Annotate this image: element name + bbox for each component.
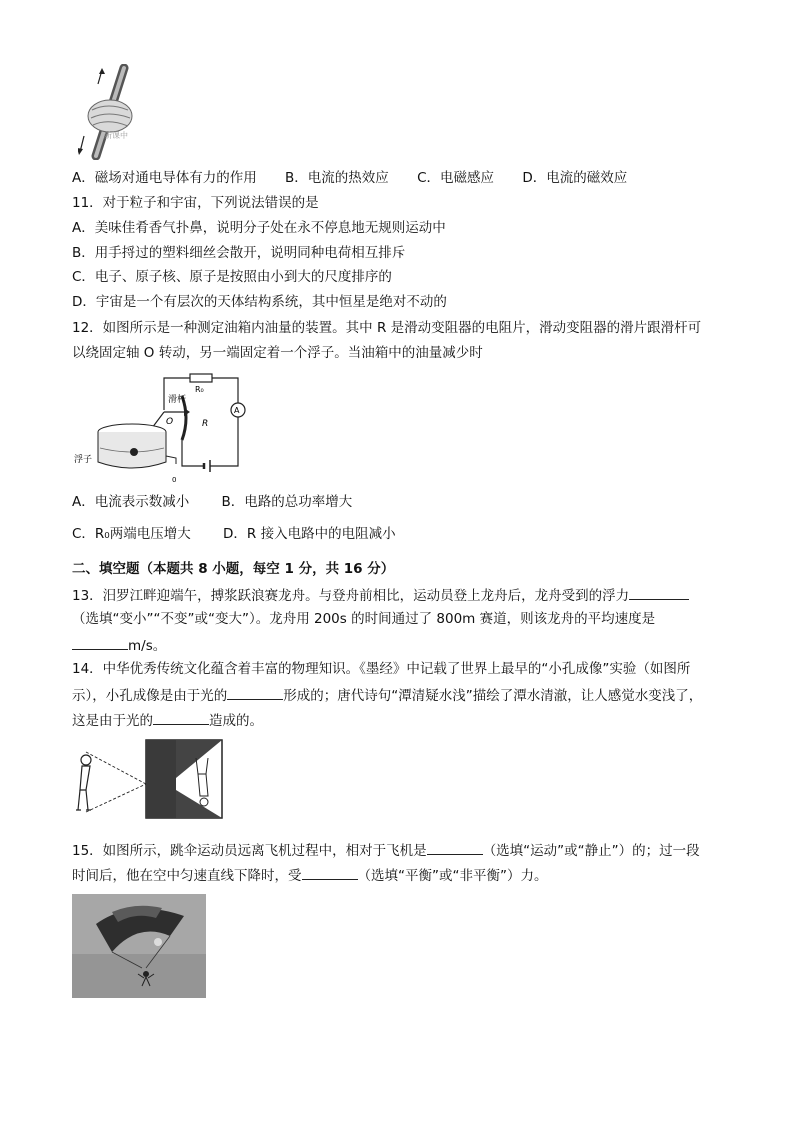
q15-figure <box>72 894 206 998</box>
q12-option-c[interactable]: C．R₀两端电压增大 <box>72 526 191 542</box>
q15-blank2[interactable] <box>302 865 358 880</box>
q14-text3a: 这是由于光的 <box>72 713 153 729</box>
resistor-r0 <box>190 374 212 382</box>
q12-option-a[interactable]: A．电流表示数减小 <box>72 494 190 510</box>
q12-option-d[interactable]: D．R 接入电路中的电阻减小 <box>223 526 396 542</box>
q13-line2: （选填“变小”“不变”或“变大”）。龙舟用 200s 的时间通过了 800m 赛道，则该龙舟的平均速度是 <box>72 611 656 627</box>
q10-figure <box>78 64 140 160</box>
q15-line1 <box>72 840 700 860</box>
q14-text2b: 形成的；唐代诗句“潭清疑水浅”描绘了潭水清澈，让人感觉水变浅了， <box>283 688 703 704</box>
label-huagan: 滑杆 <box>168 395 187 405</box>
q12-options-row1 <box>72 493 352 511</box>
q12-options-row2 <box>72 525 396 543</box>
float-icon <box>130 448 138 456</box>
label-a: A <box>234 406 240 415</box>
q13-text1: 13．汨罗江畔迎端午，搏浆跃浪赛龙舟。与登舟前相比，运动员登上龙舟后，龙舟受到的浮力 <box>72 588 630 604</box>
q14-text2a: 示），小孔成像是由于光的 <box>72 688 228 704</box>
q13-line1 <box>72 585 689 605</box>
q10-option-c[interactable]: C．电磁感应 <box>417 170 495 186</box>
person-icon <box>81 755 91 765</box>
q14-figure <box>72 738 224 820</box>
q15-text1a: 15．如图所示，跳伞运动员远离飞机过程中，相对于飞机是 <box>72 843 427 859</box>
q11-option-c[interactable]: C．电子、原子核、原子是按照由小到大的尺度排序的 <box>72 269 392 285</box>
q10-options <box>72 169 651 187</box>
q15-line2 <box>72 865 547 885</box>
label-zero: 0 <box>172 476 177 484</box>
q15-blank1[interactable] <box>427 840 483 855</box>
label-o: O <box>166 417 174 427</box>
q15-text2b: （选填“平衡”或“非平衡”）力。 <box>357 868 548 884</box>
q12-stem-line1: 12．如图所示是一种测定油箱内油量的装置。其中 R 是滑动变阻器的电阻片，滑动变阻器的滑片跟滑杆可 <box>72 320 702 336</box>
q13-line3 <box>72 635 166 655</box>
q15-text2a: 时间后，他在空中匀速直线下降时，受 <box>72 868 302 884</box>
q14-line3 <box>72 710 263 730</box>
q12-figure <box>72 366 252 486</box>
q14-line2 <box>72 685 702 705</box>
inverted-image-icon <box>200 798 208 806</box>
q12-option-b[interactable]: B．电路的总功率增大 <box>221 494 353 510</box>
q14-blank1[interactable] <box>227 685 283 700</box>
q10-option-b[interactable]: B．电流的热效应 <box>285 170 389 186</box>
q14-line1: 14．中华优秀传统文化蕴含着丰富的物理知识。《墨经》中记载了世界上最早的“小孔成像”实验（如图所 <box>72 661 691 677</box>
q12-stem-line2: 以绕固定轴 O 转动，另一端固定着一个浮子。当油箱中的油量减少时 <box>72 345 483 361</box>
q14-blank2[interactable] <box>153 710 209 725</box>
q10-option-a[interactable]: A．磁场对通电导体有力的作用 <box>72 170 257 186</box>
q11-option-d[interactable]: D．宇宙是一个有层次的天体结构系统，其中恒星是绝对不动的 <box>72 294 447 310</box>
q11-option-b[interactable]: B．用手捋过的塑料细丝会散开，说明同种电荷相互排斥 <box>72 245 406 261</box>
section-title: 二、填空题（本题共 8 小题，每空 1 分，共 16 分） <box>72 561 395 577</box>
q15-text1b: （选填“运动”或“静止”）的；过一段 <box>482 843 700 859</box>
q13-blank2[interactable] <box>72 635 128 650</box>
q10-option-d[interactable]: D．电流的磁效应 <box>522 170 628 186</box>
q11-option-a[interactable]: A．美味佳肴香气扑鼻，说明分子处在永不停息地无规则运动中 <box>72 220 446 236</box>
label-fuzi: 浮子 <box>74 455 93 465</box>
hand-gripping-wire-icon <box>78 64 140 160</box>
q13-blank1[interactable] <box>629 585 689 600</box>
watermark-text: 新课中 <box>104 131 128 140</box>
q13-unit: m/s。 <box>128 638 167 654</box>
q14-text3b: 造成的。 <box>209 713 263 729</box>
label-r0: R₀ <box>195 385 204 394</box>
label-r: R <box>202 419 209 429</box>
parachute-icon <box>72 894 206 998</box>
q11-stem: 11．对于粒子和宇宙，下列说法错误的是 <box>72 195 319 211</box>
